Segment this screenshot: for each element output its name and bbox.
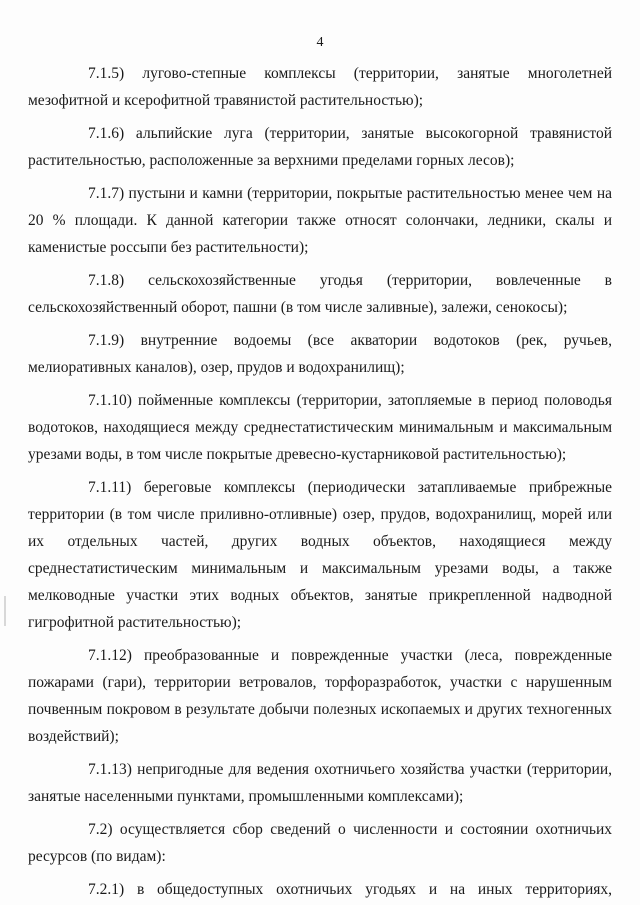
paragraph-continuation: пожарами (гари), территории ветровалов, торфоразработок, участки с нарушенным почвенным покровом в результате добычи полезных ископаемых и других техногенных воздействий); xyxy=(28,674,612,745)
paragraph-continuation: ресурсов (по видам): xyxy=(28,848,166,865)
paragraph-7-1-6 xyxy=(28,120,612,174)
paragraph-continuation: водотоков, находящиеся между среднестатистическим минимальным и максимальным урезами воды, в том числе покрытые древесно-кустарниковой растительностью); xyxy=(28,419,612,463)
paragraph-first-line: 7.1.6) альпийские луга (территории, занятые высокогорной травянистой xyxy=(88,125,612,142)
paragraph-continuation: 20 % площади. К данной категории также относят солончаки, ледники, скалы и каменистые россыпи без растительности); xyxy=(28,212,612,256)
paragraph-first-line: 7.1.10) пойменные комплексы (территории, затопляемые в период половодья xyxy=(88,392,612,409)
paragraph-7-1-11 xyxy=(28,474,612,636)
paragraph-continuation: территории (в том числе приливно-отливные) озер, прудов, водохранилищ, морей или их отдельных частей, других водных объектов, находящиеся между среднестатистическим минимальным и максимальным урезами воды, а также мелководные участки этих водных объектов, занятые прикрепленной надводной гигрофитной растительностью); xyxy=(28,506,612,631)
paragraph-continuation: занятые населенными пунктами, промышленными комплексами); xyxy=(28,788,464,805)
paragraph-7-1-9 xyxy=(28,327,612,381)
paragraph-continuation: мелиоративных каналов), озер, прудов и водохранилищ); xyxy=(28,359,405,376)
paragraph-7-1-5 xyxy=(28,60,612,114)
page-number: 4 xyxy=(316,35,324,50)
paragraph-7-2-1 xyxy=(88,876,612,903)
paragraph-first-line: 7.1.7) пустыни и камни (территории, покрытые растительностью менее чем на xyxy=(88,185,612,202)
paragraph-continuation: растительностью, расположенные за верхними пределами горных лесов); xyxy=(28,152,515,169)
paragraph-first-line: 7.1.13) непригодные для ведения охотничьего хозяйства участки (территории, xyxy=(88,761,612,778)
paragraph-first-line: 7.2.1) в общедоступных охотничьих угодьях и на иных территориях, xyxy=(88,881,612,898)
scan-edge-mark xyxy=(4,596,6,626)
paragraph-7-1-12 xyxy=(28,642,612,750)
paragraph-first-line: 7.1.5) лугово-степные комплексы (территории, занятые многолетней xyxy=(88,65,612,82)
paragraph-first-line: 7.2) осуществляется сбор сведений о численности и состоянии охотничьих xyxy=(88,821,612,838)
paragraph-first-line: 7.1.12) преобразованные и поврежденные участки (леса, поврежденные xyxy=(88,647,612,664)
paragraph-7-2 xyxy=(28,816,612,870)
paragraph-continuation: сельскохозяйственный оборот, пашни (в том числе заливные), залежи, сенокосы); xyxy=(28,299,568,316)
paragraph-7-1-13 xyxy=(28,756,612,810)
paragraph-first-line: 7.1.8) сельскохозяйственные угодья (территории, вовлеченные в xyxy=(88,272,612,289)
paragraph-7-1-7 xyxy=(28,180,612,261)
paragraph-first-line: 7.1.9) внутренние водоемы (все акватории водотоков (рек, ручьев, xyxy=(88,332,612,349)
paragraph-7-1-8 xyxy=(28,267,612,321)
paragraph-continuation: мезофитной и ксерофитной травянистой растительностью); xyxy=(28,92,424,109)
paragraph-7-1-10 xyxy=(28,387,612,468)
paragraph-first-line: 7.1.11) береговые комплексы (периодически затапливаемые прибрежные xyxy=(88,479,612,496)
